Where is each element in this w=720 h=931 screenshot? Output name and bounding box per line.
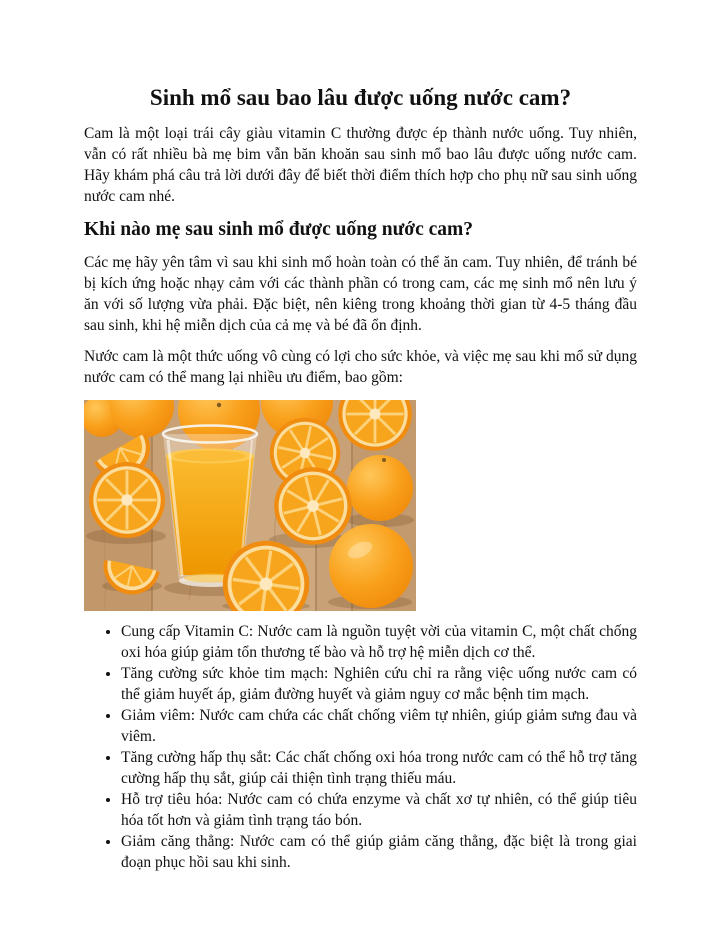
benefit-item: • Tăng cường hấp thụ sắt: Các chất chống oxi hóa trong nước cam có thể hỗ trợ tăng cường hấp thụ sắt, giúp cải thiện tình trạng thiếu máu. <box>121 747 637 789</box>
orange-juice-photo <box>84 400 416 611</box>
section-paragraph-1: Các mẹ hãy yên tâm vì sau khi sinh mổ hoàn toàn có thể ăn cam. Tuy nhiên, để tránh bé bị kích ứng hoặc nhạy cảm với các thành phần có trong cam, các mẹ sinh mổ nên lưu ý ăn với số lượng vừa phải. Đặc biệt, nên kiêng trong khoảng thời gian từ 4-5 tháng đầu sau sinh, khi hệ miễn dịch của cả mẹ và bé đã ổn định. <box>84 254 637 334</box>
section-paragraph-2: Nước cam là một thức uống vô cùng có lợi cho sức khỏe, và việc mẹ sau khi mổ sử dụng nước cam có thể mang lại nhiều ưu điểm, bao gồm: <box>84 348 637 386</box>
benefit-item: • Tăng cường sức khỏe tim mạch: Nghiên cứu chỉ ra rằng việc uống nước cam có thể giảm huyết áp, giảm đường huyết và giảm nguy cơ mắc bệnh tim mạch. <box>121 663 637 705</box>
benefit-item: • Giảm viêm: Nước cam chứa các chất chống viêm tự nhiên, giúp giảm sưng đau và viêm. <box>121 705 637 747</box>
benefit-item: • Giảm căng thẳng: Nước cam có thể giúp giảm căng thẳng, đặc biệt là trong giai đoạn phục hồi sau khi sinh. <box>121 831 637 873</box>
intro-paragraph: Cam là một loại trái cây giàu vitamin C thường được ép thành nước uống. Tuy nhiên, vẫn có rất nhiều bà mẹ bim vẫn băn khoăn sau sinh mổ bao lâu được uống nước cam. Hãy khám phá câu trả lời dưới đây để biết thời điểm thích hợp cho phụ nữ sau sinh uống nước cam nhé. <box>84 125 637 205</box>
orange-juice-illustration <box>84 400 416 611</box>
benefits-list <box>84 621 637 873</box>
benefit-item: • Cung cấp Vitamin C: Nước cam là nguồn tuyệt vời của vitamin C, một chất chống oxi hóa giúp giảm tổn thương tế bào và hỗ trợ hệ miễn dịch cơ thể. <box>121 621 637 663</box>
page-title: Sinh mổ sau bao lâu được uống nước cam? <box>149 85 572 110</box>
benefit-item: • Hỗ trợ tiêu hóa: Nước cam có chứa enzyme và chất xơ tự nhiên, có thể giúp tiêu hóa tốt hơn và giảm tình trạng táo bón. <box>121 789 637 831</box>
section-heading: Khi nào mẹ sau sinh mổ được uống nước cam? <box>84 219 474 240</box>
